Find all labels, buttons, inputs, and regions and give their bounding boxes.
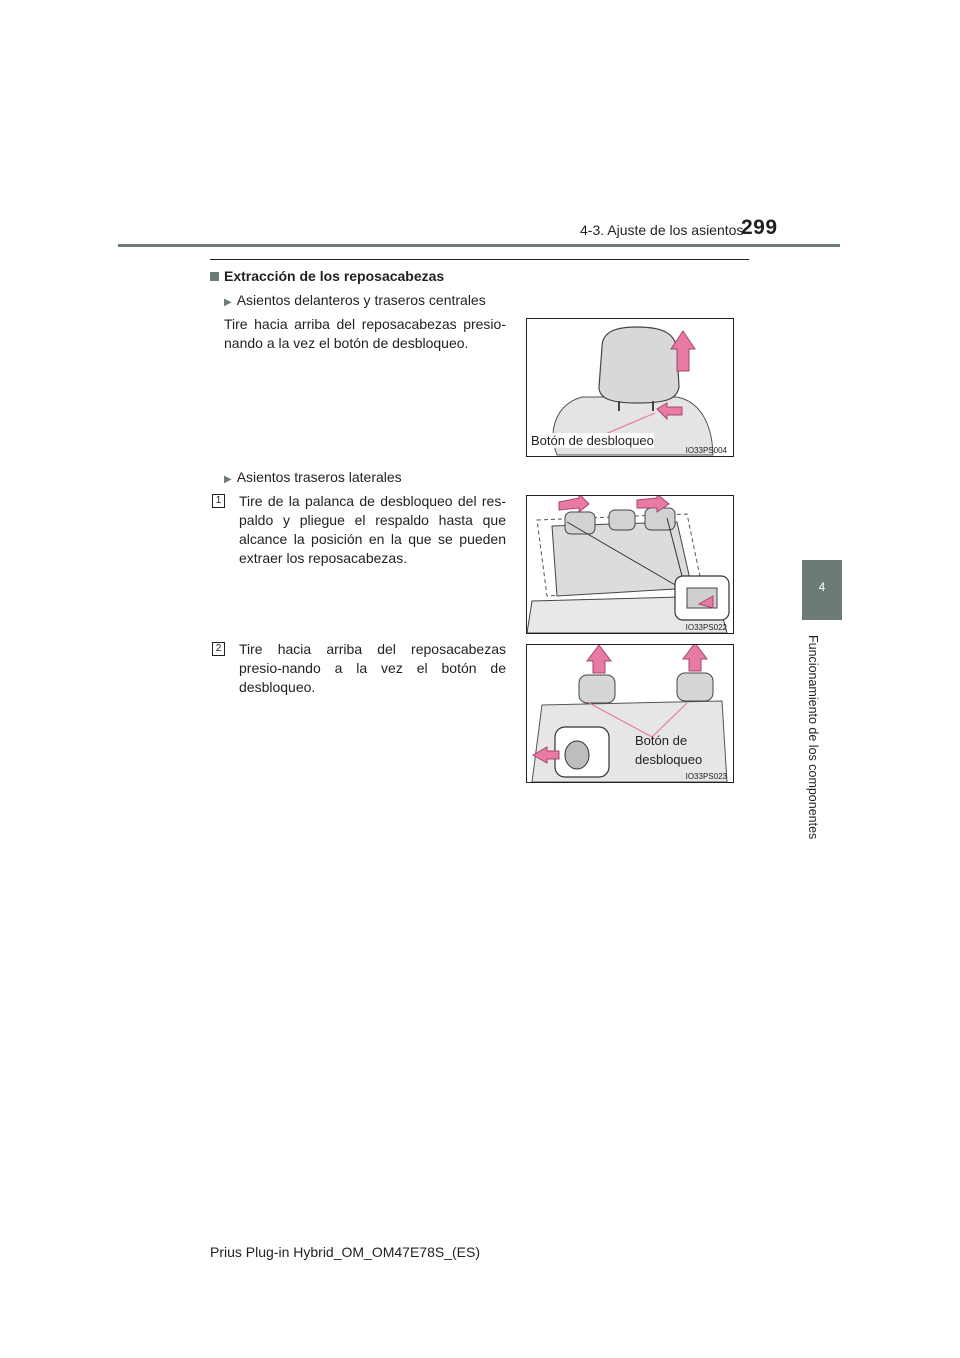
square-bullet-icon xyxy=(210,272,219,281)
step-1-text: Tire de la palanca de desbloqueo del res-paldo y pliegue el respaldo hasta que alcance la posición en la que se pueden extraer los reposacabezas. xyxy=(239,493,506,566)
figure-code: IO33PS022 xyxy=(685,623,727,632)
header-section-title: 4-3. Ajuste de los asientos xyxy=(580,222,744,238)
step-2-text: Tire hacia arriba del reposacabezas presio-nando a la vez el botón de desbloqueo. xyxy=(239,641,506,695)
step-number-2: 2 xyxy=(212,642,225,656)
chapter-tab xyxy=(802,560,842,620)
figure-rear-headrest xyxy=(526,644,734,783)
triangle-bullet-icon: ▶ xyxy=(224,297,232,308)
triangle-bullet-icon: ▶ xyxy=(224,474,232,485)
figure-code: IO33PS004 xyxy=(685,446,727,455)
chapter-number: 4 xyxy=(818,580,826,594)
page-number: 299 xyxy=(741,216,778,239)
figure-code: IO33PS023 xyxy=(685,772,727,781)
header-rule xyxy=(118,244,840,247)
release-button-label-line2: desbloqueo xyxy=(635,752,703,767)
front-seats-instruction: Tire hacia arriba del reposacabezas presio-nando a la vez el botón de desbloqueo. xyxy=(224,316,506,351)
front-seats-heading: ▶ Asientos delanteros y traseros centrales xyxy=(224,292,486,308)
chapter-title-vertical: Funcionamiento de los componentes xyxy=(806,635,820,840)
section-rule xyxy=(210,259,749,260)
step-number-1: 1 xyxy=(212,494,225,508)
figure-rear-fold xyxy=(526,495,734,634)
release-button-label: Botón de desbloqueo xyxy=(531,433,654,448)
section-title: Extracción de los reposacabezas xyxy=(210,268,444,284)
rear-seat-fold-illustration xyxy=(527,496,733,633)
footer-document-id: Prius Plug-in Hybrid_OM_OM47E78S_(ES) xyxy=(210,1244,480,1260)
figure-front-headrest xyxy=(526,318,734,457)
rear-seats-heading: ▶ Asientos traseros laterales xyxy=(224,469,402,485)
release-button-label-line1: Botón de xyxy=(635,733,688,748)
